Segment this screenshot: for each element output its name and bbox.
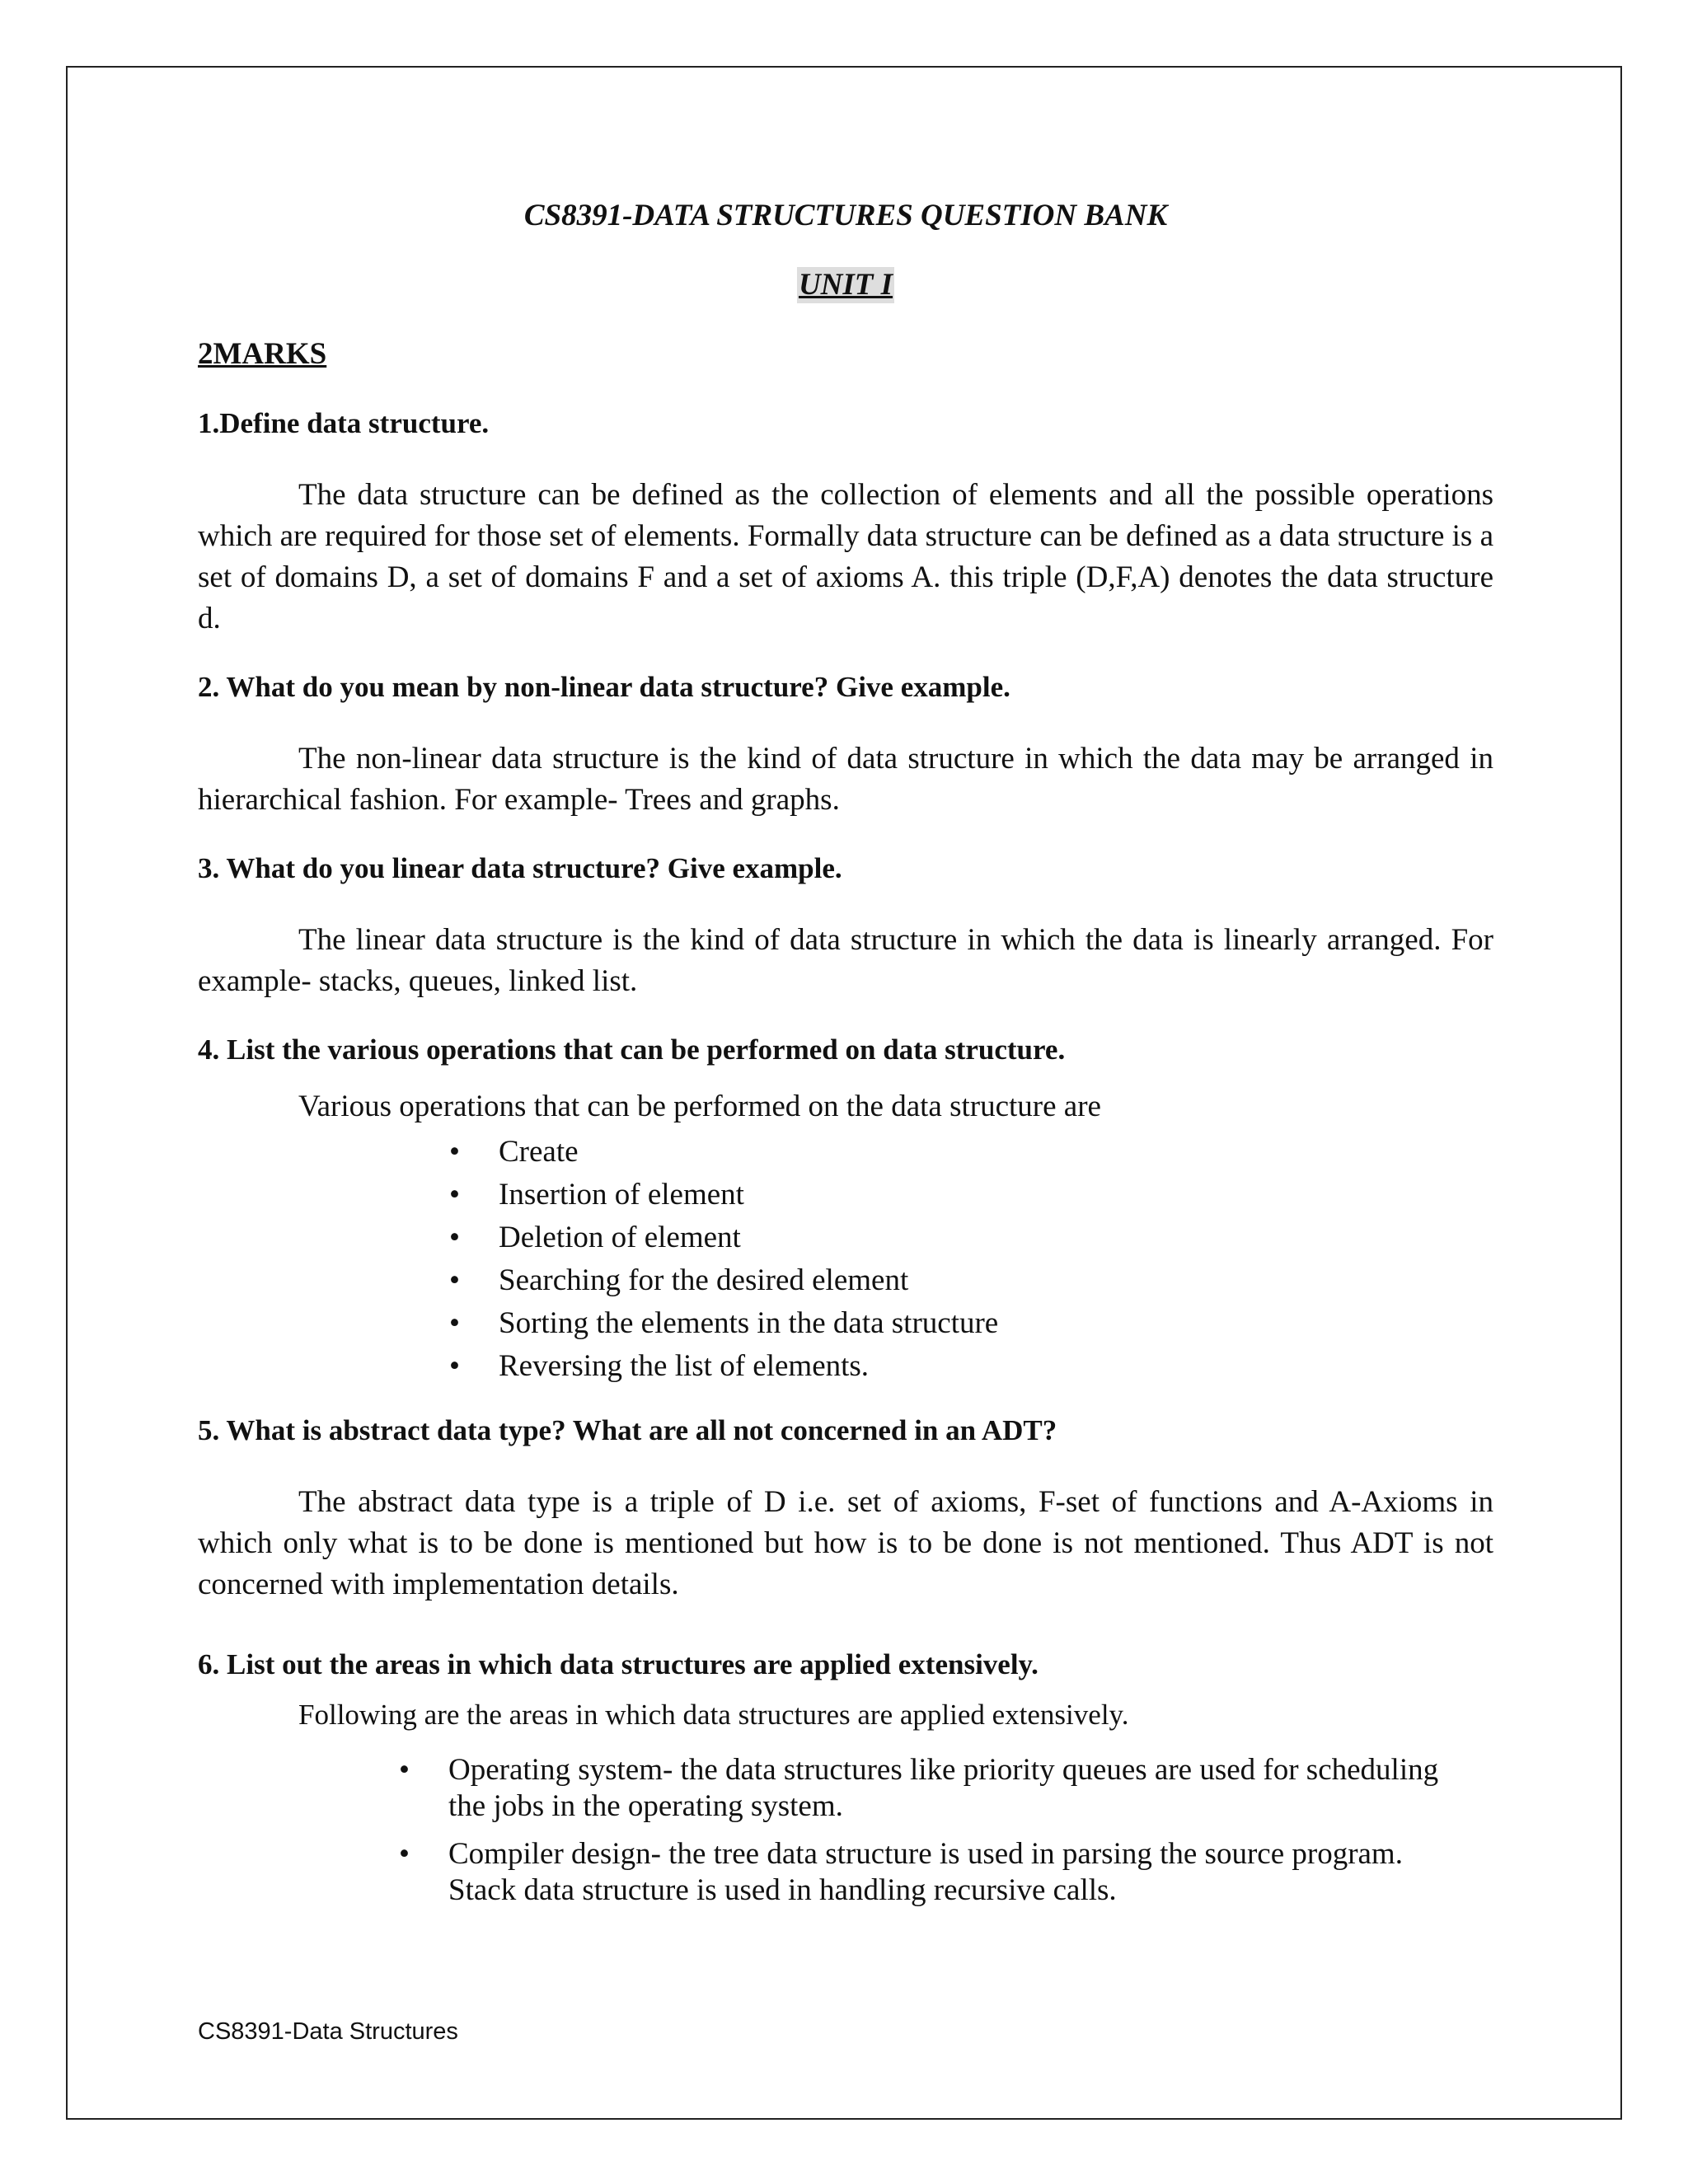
answer-3: The linear data structure is the kind of data structure in which the data is linearly arranged. For example- stacks, queues, linked list. (198, 923, 1493, 998)
question-5: 5. What is abstract data type? What are all not concerned in an ADT? (198, 1414, 1057, 1446)
list-item (449, 1174, 1493, 1216)
list-item (449, 1302, 1493, 1345)
document-title: CS8391-DATA STRUCTURES QUESTION BANK (523, 199, 1168, 232)
question-4: 4. List the various operations that can be performed on data structure. (198, 1033, 1066, 1066)
answer-5: The abstract data type is a triple of D i.e. set of axioms, F-set of functions and A-Axioms in which only what is to be done is mentioned but how is to be done is not mentioned. Thus ADT is not concerned with implementation details. (198, 1485, 1493, 1601)
question-6: 6. List out the areas in which data structures are applied extensively. (198, 1648, 1039, 1680)
list-item (449, 1131, 1493, 1174)
answer-1: The data structure can be defined as the collection of elements and all the possible operations which are required for those set of elements. Formally data structure can be defined as a data structure is a set of domains D, a set of domains F and a set of axioms A. this triple (D,F,A) denotes the data structure d. (198, 478, 1493, 635)
list-item-text: Compiler design- the tree data structure is used in parsing the source program. Stack data structure is used in handling recursive calls. (448, 1837, 1403, 1907)
list-item (449, 1259, 1493, 1302)
list-item (399, 1836, 1475, 1909)
answer-6-intro: Following are the areas in which data structures are applied extensively. (298, 1699, 1129, 1731)
list-item-text: Operating system- the data structures like priority queues are used for scheduling the jobs in the operating system. (448, 1753, 1439, 1823)
applications-list (198, 1752, 1493, 1909)
answer-2: The non-linear data structure is the kind of data structure in which the data may be arranged in hierarchical fashion. For example- Trees and graphs. (198, 742, 1493, 817)
list-item (449, 1345, 1493, 1388)
list-item-text: Searching for the desired element (499, 1263, 909, 1297)
page-content (198, 198, 1493, 1920)
operations-list (198, 1131, 1493, 1388)
bullet-icon: • (399, 1837, 410, 1871)
bullet-icon: • (449, 1135, 460, 1169)
bullet-icon: • (449, 1349, 460, 1383)
list-item (449, 1216, 1493, 1259)
page-footer: CS8391-Data Structures (198, 2018, 458, 2045)
question-2: 2. What do you mean by non-linear data structure? Give example. (198, 671, 1010, 703)
list-item-text: Insertion of element (499, 1178, 744, 1212)
list-item (399, 1752, 1475, 1825)
list-item-text: Sorting the elements in the data structure (499, 1306, 999, 1340)
list-item-text: Reversing the list of elements. (499, 1349, 870, 1383)
question-1: 1.Define data structure. (198, 407, 490, 439)
list-item-text: Deletion of element (499, 1221, 741, 1254)
question-3: 3. What do you linear data structure? Give example. (198, 852, 842, 884)
unit-heading: UNIT I (798, 268, 893, 302)
answer-4-intro: Various operations that can be performed on the data structure are (298, 1090, 1101, 1123)
bullet-icon: • (449, 1221, 460, 1254)
list-item-text: Create (499, 1135, 579, 1169)
bullet-icon: • (449, 1306, 460, 1340)
bullet-icon: • (399, 1753, 410, 1787)
bullet-icon: • (449, 1178, 460, 1212)
bullet-icon: • (449, 1263, 460, 1297)
section-heading: 2MARKS (198, 337, 327, 371)
unit-heading-wrap (198, 267, 1493, 303)
